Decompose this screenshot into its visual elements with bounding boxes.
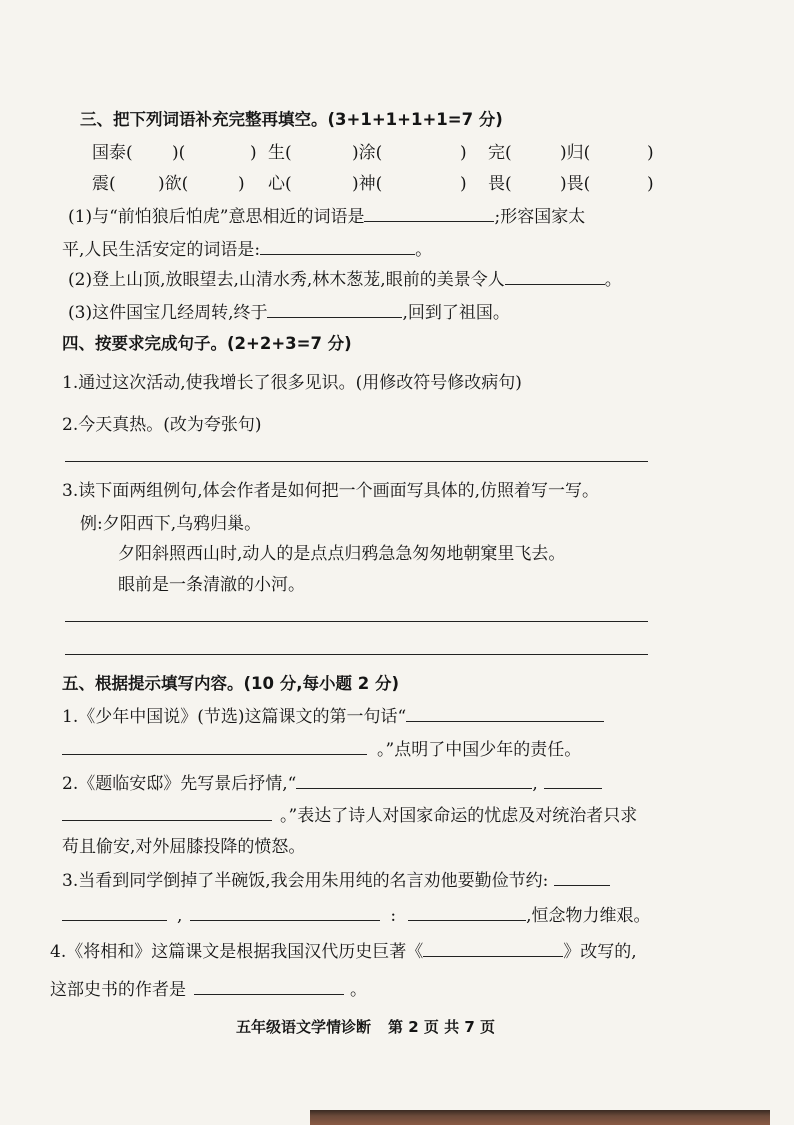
answer-line[interactable]: [65, 621, 648, 622]
section-3-heading: 三、把下列词语补充完整再填空。(3+1+1+1+1=7 分): [80, 110, 503, 129]
sec5-item-2-cont: [62, 804, 637, 827]
question-text: 。: [604, 270, 622, 290]
sec3-question-2: [68, 268, 622, 291]
idiom-cell: ): [647, 174, 654, 194]
sec5-item-2-end: 苟且偷安,对外屈膝投降的愤怒。: [62, 837, 306, 857]
sec5-item-1-cont: [62, 738, 581, 761]
question-text: 平,人民生活安定的词语是:: [62, 240, 261, 260]
sec5-item-4-cont: [50, 978, 367, 1001]
sec5-item-2: [62, 772, 602, 795]
idiom-cell: 国泰(: [92, 143, 133, 163]
answer-blank[interactable]: [62, 804, 272, 821]
sec5-item-3-cont: [62, 904, 651, 927]
sec5-item-3: [62, 869, 610, 892]
question-text: 这部史书的作者是: [50, 980, 186, 1000]
sec3-question-3: [68, 301, 510, 324]
question-text: 。: [415, 240, 433, 260]
answer-blank[interactable]: [406, 705, 604, 722]
answer-line[interactable]: [65, 461, 648, 462]
idiom-cell: 完(: [488, 143, 512, 163]
question-text: 。: [350, 980, 367, 1000]
question-text: 。”表达了诗人对国家命运的忧虑及对统治者只求: [280, 806, 638, 826]
answer-line[interactable]: [65, 654, 648, 655]
idiom-cell: )畏(: [560, 174, 591, 194]
question-text: (3)这件国宝几经周转,终于: [68, 303, 268, 323]
sec3-question-1: [68, 205, 585, 228]
example-label: 例:夕阳西下,乌鸦归巢。: [80, 514, 262, 534]
idiom-cell: 心(: [268, 174, 292, 194]
idiom-cell: )归(: [560, 143, 591, 163]
question-text: 3.当看到同学倒掉了半碗饭,我会用朱用纯的名言劝他要勤俭节约:: [62, 871, 549, 891]
answer-blank[interactable]: [190, 904, 380, 921]
answer-blank[interactable]: [62, 904, 167, 921]
idiom-cell: ): [238, 174, 245, 194]
question-text: 1.《少年中国说》(节选)这篇课文的第一句话“: [62, 707, 407, 727]
footer-page-number: 第 2 页 共 7 页: [388, 1018, 495, 1036]
sec3-question-1-cont: [62, 238, 432, 261]
question-text: 4.《将相和》这篇课文是根据我国汉代历史巨著《: [50, 942, 424, 962]
answer-blank[interactable]: [62, 738, 367, 755]
idiom-cell: )涂(: [352, 143, 383, 163]
sec4-sentence-3: 3.读下面两组例句,体会作者是如何把一个画面写具体的,仿照着写一写。: [62, 481, 600, 501]
question-text: ;形容国家太: [494, 207, 586, 227]
sec4-sentence-1: 1.通过这次活动,使我增长了很多见识。(用修改符号修改病句): [62, 373, 522, 393]
idiom-cell: ): [647, 143, 654, 163]
table-edge: [310, 1110, 770, 1125]
idiom-cell: )神(: [352, 174, 383, 194]
answer-blank[interactable]: [364, 205, 494, 222]
idiom-cell: ): [250, 143, 257, 163]
answer-blank[interactable]: [194, 978, 344, 995]
section-4-heading: 四、按要求完成句子。(2+2+3=7 分): [62, 334, 352, 353]
idiom-cell: 震(: [92, 174, 116, 194]
answer-blank[interactable]: [544, 772, 602, 789]
question-text: :: [390, 906, 397, 926]
answer-blank[interactable]: [267, 301, 402, 318]
example-sentence: 夕阳斜照西山时,动人的是点点归鸦急急匆匆地朝窠里飞去。: [118, 544, 566, 564]
question-text: ,恒念物力维艰。: [526, 906, 651, 926]
answer-blank[interactable]: [423, 940, 563, 957]
footer-title: 五年级语文学情诊断: [236, 1018, 372, 1036]
sec5-item-4: [50, 940, 637, 963]
idiom-cell: )欲(: [158, 174, 189, 194]
question-text: ,回到了祖国。: [402, 303, 510, 323]
answer-blank[interactable]: [296, 772, 532, 789]
idiom-cell: ): [460, 174, 467, 194]
question-text: 》改写的,: [563, 942, 637, 962]
sec5-item-1: [62, 705, 604, 728]
answer-blank[interactable]: [408, 904, 526, 921]
idiom-cell: ): [460, 143, 467, 163]
idiom-cell: 生(: [268, 143, 292, 163]
sec4-sentence-2: 2.今天真热。(改为夸张句): [62, 415, 262, 435]
example-prompt: 眼前是一条清澈的小河。: [118, 575, 305, 595]
idiom-cell: )(: [172, 143, 186, 163]
question-text: (1)与“前怕狼后怕虎”意思相近的词语是: [68, 207, 365, 227]
question-text: ,: [177, 906, 183, 926]
question-text: 。”点明了中国少年的责任。: [377, 740, 582, 760]
question-text: ,: [532, 774, 538, 794]
question-text: (2)登上山顶,放眼望去,山清水秀,林木葱茏,眼前的美景令人: [68, 270, 505, 290]
answer-blank[interactable]: [554, 869, 610, 886]
answer-blank[interactable]: [260, 238, 415, 255]
question-text: 2.《题临安邸》先写景后抒情,“: [62, 774, 297, 794]
idiom-cell: 畏(: [488, 174, 512, 194]
answer-blank[interactable]: [505, 268, 605, 285]
section-5-heading: 五、根据提示填写内容。(10 分,每小题 2 分): [62, 674, 400, 693]
